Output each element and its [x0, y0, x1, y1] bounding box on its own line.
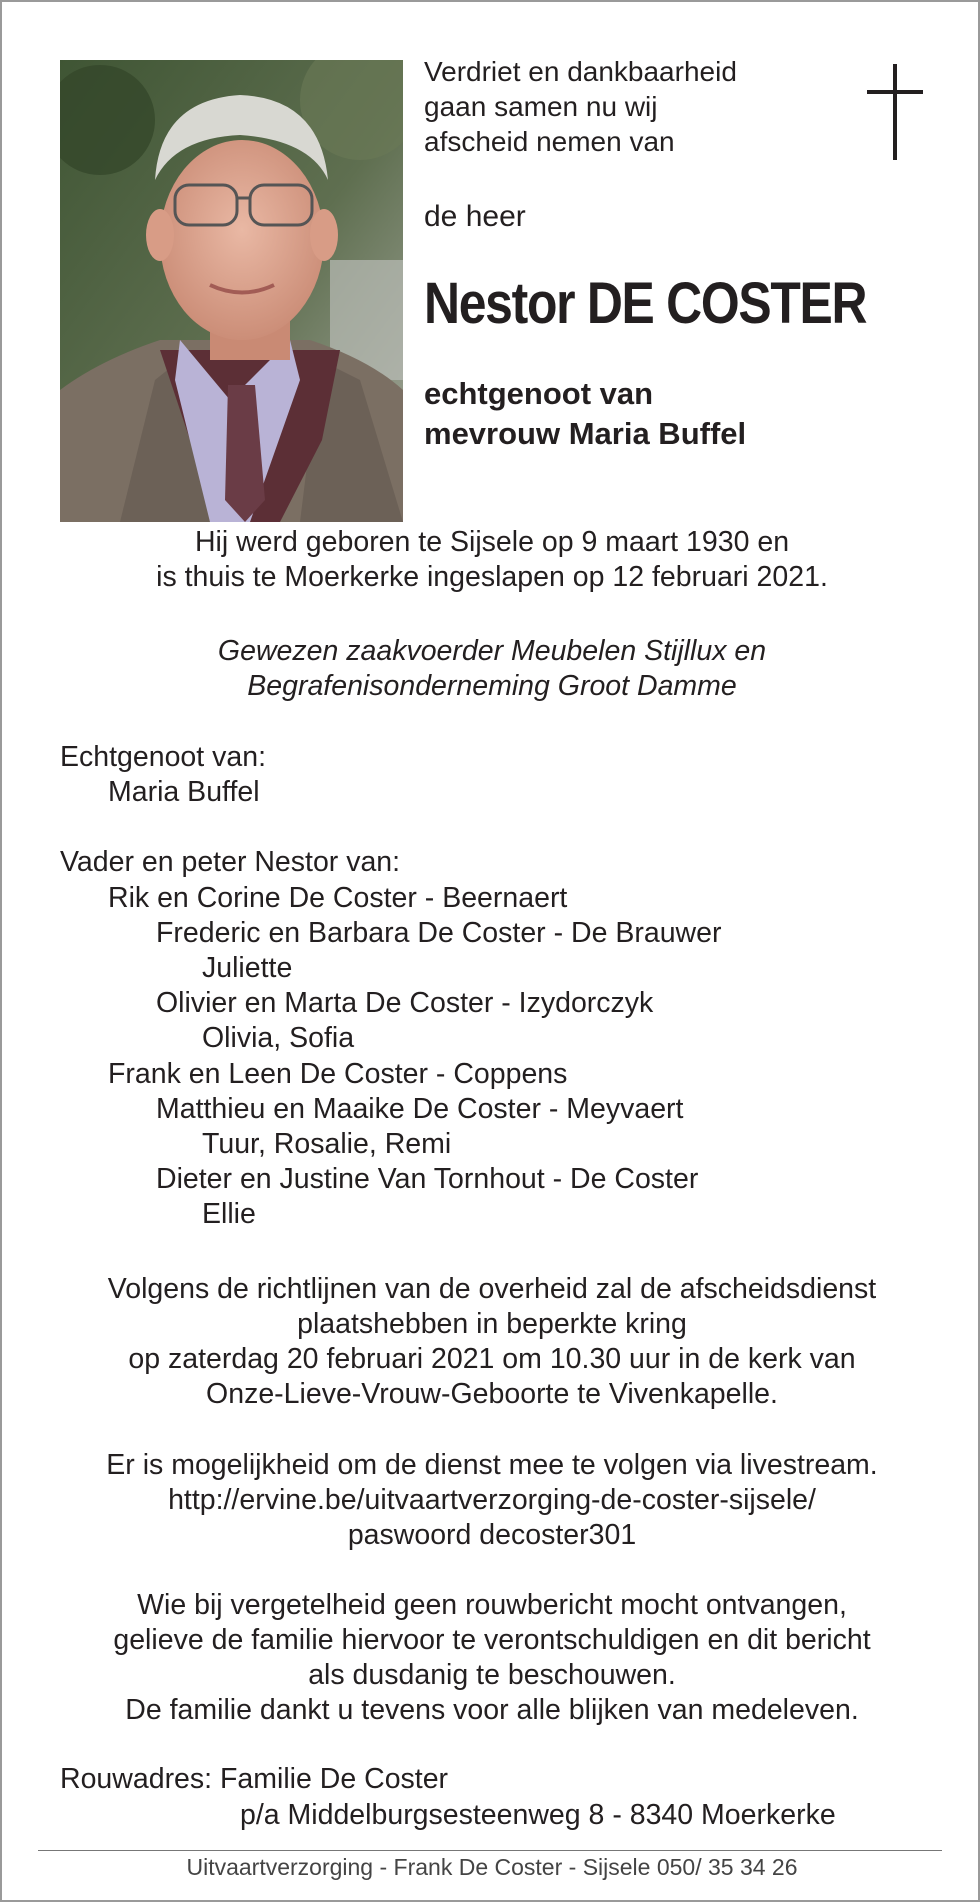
- death-line: is thuis te Moerkerke ingeslapen op 12 februari 2021.: [156, 561, 828, 593]
- grandchild-entry: Matthieu en Maaike De Coster - Meyvaert: [156, 1092, 684, 1125]
- birth-line: Hij werd geboren te Sijsele op 9 maart 1930 en: [194, 526, 790, 558]
- funeral-home-footer: Uitvaartverzorging - Frank De Coster - Sijsele 050/ 35 34 26: [186, 1854, 798, 1880]
- family-list: [60, 740, 721, 1233]
- service-line: op zaterdag 20 februari 2021 om 10.30 uur in de kerk van: [128, 1343, 856, 1375]
- great-grandchild-entry: Ellie: [202, 1198, 256, 1231]
- notice-line: De familie dankt u tevens voor alle blijken van medeleven.: [125, 1694, 859, 1726]
- notice-text: [2, 1588, 980, 1728]
- service-line: plaatshebben in beperkte kring: [297, 1308, 687, 1340]
- spouse-name: Maria Buffel: [108, 776, 260, 809]
- great-grandchild-entry: Tuur, Rosalie, Remi: [202, 1128, 452, 1161]
- intro-line: afscheid nemen van: [424, 126, 675, 157]
- address-line: p/a Middelburgsesteenweg 8 - 8340 Moerkerke: [240, 1799, 836, 1831]
- livestream-info: [2, 1448, 980, 1553]
- service-info: [2, 1272, 980, 1412]
- livestream-url[interactable]: http://ervine.be/uitvaartverzorging-de-coster-sijsele/: [168, 1484, 816, 1516]
- notice-line: Wie bij vergetelheid geen rouwbericht mocht ontvangen,: [137, 1589, 847, 1621]
- intro-line: gaan samen nu wij: [424, 91, 658, 122]
- mourning-address: [60, 1761, 836, 1833]
- cross-icon: [867, 64, 923, 160]
- occupation-info: [2, 634, 980, 704]
- footer-divider: [38, 1850, 942, 1851]
- spouse-line: mevrouw Maria Buffel: [424, 416, 747, 451]
- great-grandchild-entry: Olivia, Sofia: [202, 1022, 355, 1055]
- grandchild-entry: Dieter en Justine Van Tornhout - De Coster: [156, 1163, 699, 1196]
- livestream-password: paswoord decoster301: [347, 1519, 637, 1551]
- children-label: Vader en peter Nestor van:: [60, 846, 401, 879]
- spouse-line: echtgenoot van: [424, 376, 654, 411]
- intro-text: [424, 54, 737, 159]
- birth-death-info: [2, 525, 980, 595]
- intro-line: Verdriet en dankbaarheid: [424, 56, 737, 87]
- occupation-line: Begrafenisonderneming Groot Damme: [247, 670, 737, 702]
- child-entry: Rik en Corine De Coster - Beernaert: [108, 881, 568, 914]
- deceased-name: Nestor DE COSTER: [424, 271, 867, 336]
- child-entry: Frank en Leen De Coster - Coppens: [108, 1057, 568, 1090]
- occupation-line: Gewezen zaakvoerder Meubelen Stijllux en: [217, 635, 767, 667]
- grandchild-entry: Olivier en Marta De Coster - Izydorczyk: [156, 987, 654, 1020]
- portrait-photo: [60, 60, 403, 522]
- notice-line: gelieve de familie hiervoor te verontschuldigen en dit bericht: [113, 1624, 871, 1656]
- spouse-heading: [424, 374, 746, 454]
- spouse-label: Echtgenoot van:: [60, 741, 266, 773]
- address-line: Rouwadres: Familie De Coster: [60, 1763, 449, 1795]
- honorific: de heer: [424, 200, 526, 233]
- grandchild-entry: Frederic en Barbara De Coster - De Brauwer: [156, 916, 722, 949]
- great-grandchild-entry: Juliette: [202, 952, 293, 985]
- livestream-line: Er is mogelijkheid om de dienst mee te volgen via livestream.: [106, 1449, 878, 1481]
- service-line: Volgens de richtlijnen van de overheid zal de afscheidsdienst: [107, 1273, 877, 1305]
- notice-line: als dusdanig te beschouwen.: [308, 1659, 676, 1691]
- service-line: Onze-Lieve-Vrouw-Geboorte te Vivenkapelle.: [206, 1378, 778, 1410]
